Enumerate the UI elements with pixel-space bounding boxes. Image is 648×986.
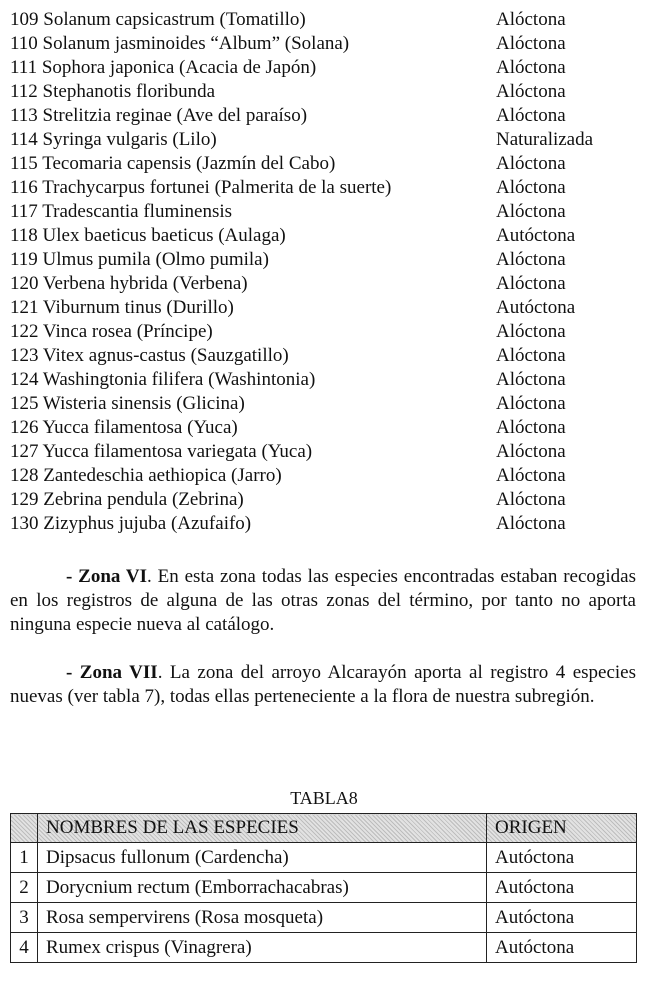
table-row [11,873,637,903]
species-number: 128 [10,465,39,486]
list-item [10,464,630,488]
row-origin-cell: Autóctona [487,843,637,873]
species-name: Zizyphus jujuba (Azufaifo) [43,513,252,534]
list-item [10,32,630,56]
list-item [10,200,630,224]
species-name: Zantedeschia aethiopica (Jarro) [43,465,282,486]
row-origin-cell: Autóctona [487,933,637,963]
list-item [10,8,630,32]
row-number-cell: 2 [11,873,38,903]
list-item [10,152,630,176]
species-name: Tecomaria capensis (Jazmín del Cabo) [42,153,336,174]
species-name: Verbena hybrida (Verbena) [42,273,248,294]
species-number: 121 [10,297,39,318]
species-number: 127 [10,441,39,462]
species-table [10,813,637,963]
row-number-cell: 3 [11,903,38,933]
species-number: 109 [10,9,39,30]
species-origin: Alóctona [496,489,566,510]
species-name: Ulmus pumila (Olmo pumila) [42,249,269,270]
zone-vii-title: - Zona VII [66,662,158,683]
species-name: Syringa vulgaris (Lilo) [42,129,217,150]
species-number: 111 [10,57,38,78]
species-number: 115 [10,153,38,174]
list-item [10,104,630,128]
species-name: Solanum capsicastrum (Tomatillo) [43,9,306,30]
species-origin: Alóctona [496,201,566,222]
species-number: 112 [10,81,38,102]
list-item [10,248,630,272]
species-list [10,8,630,536]
species-origin: Alóctona [496,369,566,390]
species-origin: Alóctona [496,33,566,54]
species-origin: Alóctona [496,153,566,174]
species-name: Stephanotis floribunda [42,81,216,102]
species-origin: Alóctona [496,417,566,438]
species-number: 126 [10,417,39,438]
row-number-cell: 4 [11,933,38,963]
row-name-cell: Dorycnium rectum (Emborrachacabras) [38,873,487,903]
zone-vii-text: . La zona del arroyo Alcarayón aporta al registro 4 especies nuevas (ver tabla 7), todas ellas perteneciente a la flora de nuestra subregión. [10,662,636,707]
species-number: 124 [10,369,39,390]
species-name: Yucca filamentosa variegata (Yuca) [42,441,313,462]
species-name: Yucca filamentosa (Yuca) [42,417,238,438]
zone-vii-paragraph [10,661,636,709]
species-number: 120 [10,273,39,294]
table-row [11,843,637,873]
species-origin: Autóctona [496,225,576,246]
species-number: 122 [10,321,39,342]
species-number: 130 [10,513,39,534]
list-item [10,416,630,440]
row-name-cell: Rumex crispus (Vinagrera) [38,933,487,963]
species-name: Wisteria sinensis (Glicina) [42,393,245,414]
species-number: 123 [10,345,39,366]
species-number: 118 [10,225,38,246]
species-origin: Alóctona [496,57,566,78]
species-origin: Alóctona [496,9,566,30]
species-origin: Naturalizada [496,129,594,150]
species-origin: Alóctona [496,465,566,486]
species-number: 116 [10,177,38,198]
species-number: 114 [10,129,38,150]
species-origin: Alóctona [496,321,566,342]
table-row [11,903,637,933]
species-origin: Alóctona [496,441,566,462]
species-origin: Alóctona [496,345,566,366]
species-number: 129 [10,489,39,510]
header-name-cell: NOMBRES DE LAS ESPECIES [38,814,487,843]
row-origin-cell: Autóctona [487,903,637,933]
species-name: Vitex agnus-castus (Sauzgatillo) [42,345,289,366]
list-item [10,440,630,464]
species-name: Strelitzia reginae (Ave del paraíso) [42,105,308,126]
list-item [10,488,630,512]
list-item [10,320,630,344]
row-number-cell: 1 [11,843,38,873]
species-origin: Alóctona [496,249,566,270]
table-row [11,933,637,963]
species-number: 113 [10,105,38,126]
list-item [10,344,630,368]
species-name: Solanum jasminoides “Album” (Solana) [42,33,350,54]
species-name: Sophora japonica (Acacia de Japón) [41,57,317,78]
species-name: Viburnum tinus (Durillo) [42,297,234,318]
row-name-cell: Rosa sempervirens (Rosa mosqueta) [38,903,487,933]
species-name: Tradescantia fluminensis [42,201,233,222]
list-item [10,512,630,536]
list-item [10,392,630,416]
list-item [10,176,630,200]
species-number: 119 [10,249,38,270]
species-number: 125 [10,393,39,414]
list-item [10,80,630,104]
row-name-cell: Dipsacus fullonum (Cardencha) [38,843,487,873]
zone-vi-title: - Zona VI [66,566,148,587]
header-num-cell [11,814,38,843]
table-header-row [11,814,637,843]
species-name: Vinca rosea (Príncipe) [42,321,213,342]
species-origin: Alóctona [496,81,566,102]
species-origin: Alóctona [496,273,566,294]
list-item [10,368,630,392]
species-origin: Alóctona [496,105,566,126]
species-number: 117 [10,201,38,222]
species-origin: Alóctona [496,393,566,414]
species-name: Washingtonia filifera (Washintonia) [42,369,316,390]
header-origin-cell: ORIGEN [487,814,637,843]
row-origin-cell: Autóctona [487,873,637,903]
table-caption: TABLA8 [290,788,358,808]
zone-vi-text: . En esta zona todas las especies encontradas estaban recogidas en los registros de alguna de las otras zonas del término, por tanto no aporta ninguna especie nueva al catálogo. [10,566,636,635]
list-item [10,296,630,320]
species-name: Trachycarpus fortunei (Palmerita de la suerte) [42,177,392,198]
zone-vi-paragraph [10,565,636,637]
list-item [10,128,630,152]
species-origin: Alóctona [496,177,566,198]
list-item [10,272,630,296]
species-name: Ulex baeticus baeticus (Aulaga) [42,225,286,246]
species-origin: Autóctona [496,297,576,318]
species-origin: Alóctona [496,513,566,534]
table-body [11,843,637,963]
list-item [10,56,630,80]
species-name: Zebrina pendula (Zebrina) [43,489,244,510]
list-item [10,224,630,248]
species-number: 110 [10,33,38,54]
